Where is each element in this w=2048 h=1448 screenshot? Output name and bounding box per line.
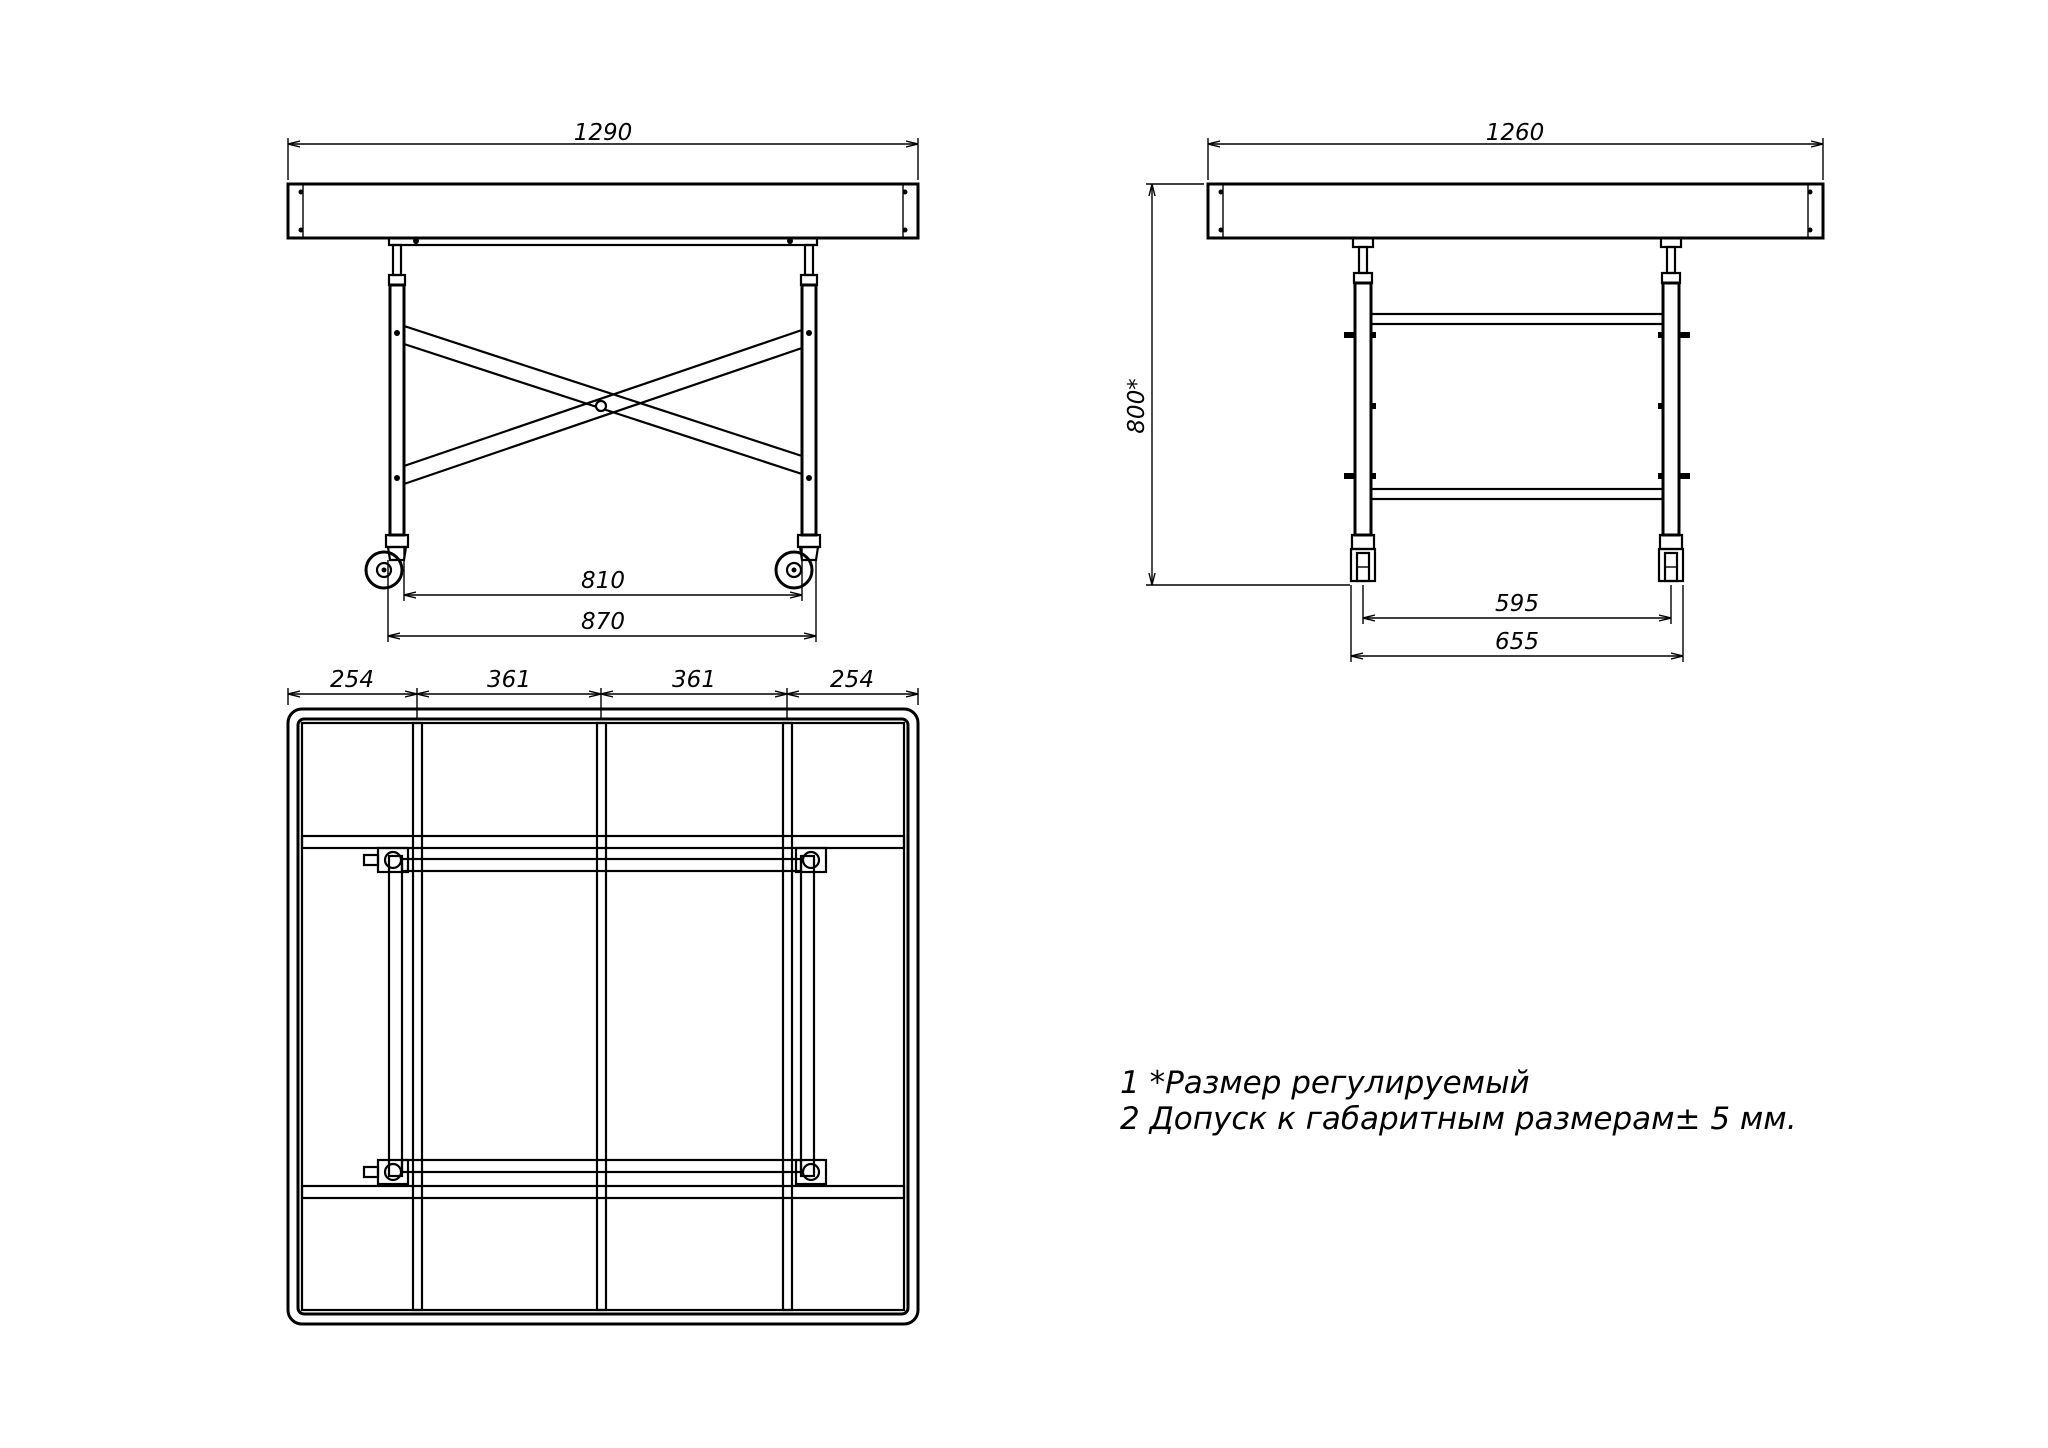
side-view xyxy=(1124,120,1823,662)
top-dimension-361-left: 361 xyxy=(487,667,531,693)
side-upper-crossbar xyxy=(1371,314,1663,324)
side-lower-crossbar xyxy=(1371,489,1663,499)
note-2: 2 Допуск к габаритным размерам± 5 мм. xyxy=(1120,1101,1797,1137)
side-height-dimension: 800* xyxy=(1124,378,1150,434)
side-right-leg xyxy=(1663,283,1679,535)
front-outer-track-dimension: 870 xyxy=(581,609,625,635)
side-left-caster xyxy=(1351,535,1375,581)
top-dimension-361-right: 361 xyxy=(672,667,716,693)
side-tabletop xyxy=(1208,184,1823,238)
front-left-caster xyxy=(366,547,406,588)
front-right-caster xyxy=(776,547,818,588)
front-inner-track-dimension: 810 xyxy=(581,568,625,594)
top-rib-2 xyxy=(597,723,606,1310)
top-rib-3 xyxy=(783,723,792,1310)
top-dimension-254-right: 254 xyxy=(830,667,874,693)
front-right-leg xyxy=(802,285,816,535)
side-right-caster xyxy=(1659,535,1683,581)
top-outer-frame xyxy=(288,709,918,1324)
side-outer-track-dimension: 655 xyxy=(1495,629,1539,655)
side-left-leg xyxy=(1355,283,1371,535)
top-left-base-rail xyxy=(389,856,402,1176)
side-width-dimension: 1260 xyxy=(1485,120,1545,146)
top-back-base-crossbar xyxy=(402,1160,801,1172)
front-cross-brace-1 xyxy=(404,326,802,474)
front-width-dimension: 1290 xyxy=(573,120,633,146)
front-view xyxy=(288,120,918,642)
note-1: 1 *Размер регулируемый xyxy=(1120,1065,1530,1101)
top-view xyxy=(288,667,918,1324)
front-tabletop xyxy=(288,184,918,238)
top-dimension-254-left: 254 xyxy=(330,667,374,693)
side-inner-track-dimension: 595 xyxy=(1495,591,1539,617)
drawing-notes xyxy=(1120,1065,1797,1137)
top-right-base-rail xyxy=(801,856,814,1176)
top-caster-plates xyxy=(364,848,826,1184)
front-left-leg xyxy=(390,285,404,535)
top-front-base-crossbar xyxy=(402,859,801,871)
top-rib-1 xyxy=(413,723,422,1310)
